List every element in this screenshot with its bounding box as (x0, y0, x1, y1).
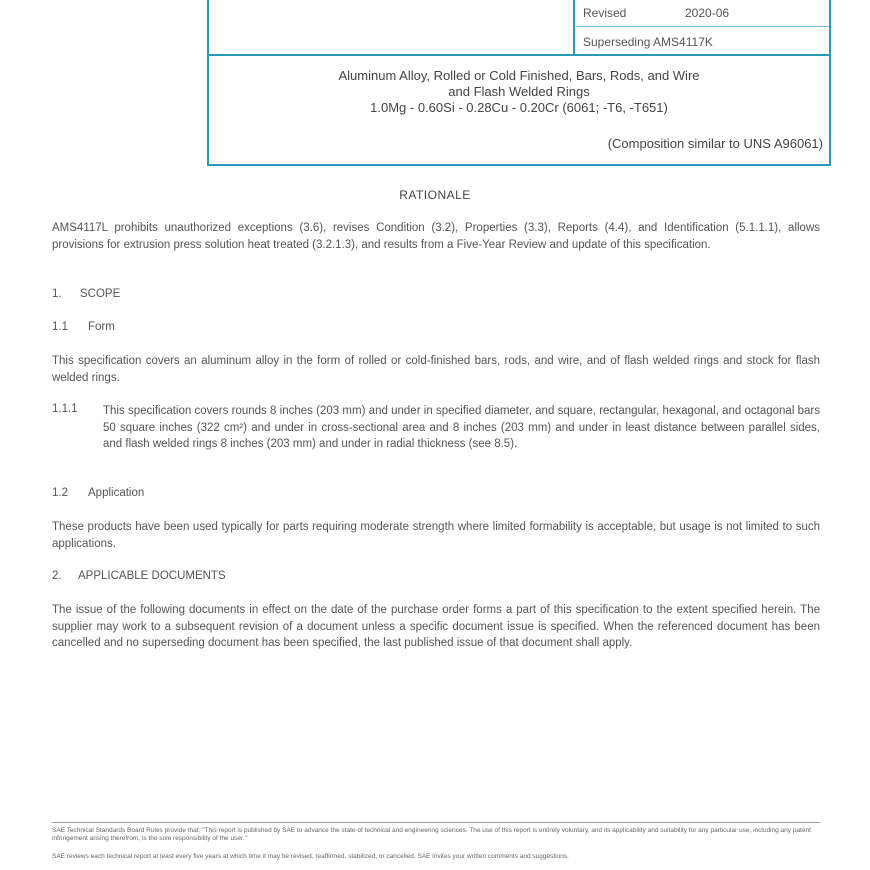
rationale-text: AMS4117L prohibits unauthorized exceptions (3.6), revises Condition (3.2), Properties (3.3), Reports (4.4), and Identification (5.1.1.1), allows provisions for extrusion press solution heat treated (3.2.1.3), and results from a Five-Year Review and update of this specification. (52, 222, 820, 251)
spec-title (209, 68, 829, 116)
section-2-title: APPLICABLE DOCUMENTS (78, 570, 226, 582)
section-1-1-1-number: 1.1.1 (52, 403, 78, 415)
footer-disclaimer: SAE Technical Standards Board Rules provide that: "This report is published by SAE to advance the state of technical and engineering sciences. The use of this report is entirely voluntary, and its applicability and suitability for any particular use, including any patent infringement arising therefrom, is the sole responsibility of the user." (52, 827, 811, 842)
spec-title-line-2: and Flash Welded Rings (448, 84, 590, 99)
section-1-1-text: This specification covers an aluminum alloy in the form of rolled or cold-finished bars, rods, and wire, and of flash welded rings and stock for flash welded rings. (52, 355, 820, 384)
section-1-2-text: These products have been used typically for parts requiring moderate strength where limited formability is acceptable, but usage is not limited to such applications. (52, 521, 820, 550)
header-box (207, 0, 831, 166)
section-1-2-title: Application (88, 487, 145, 499)
section-1-1-number: 1.1 (52, 321, 68, 333)
section-1-title: SCOPE (80, 288, 121, 300)
spec-title-line-1: Aluminum Alloy, Rolled or Cold Finished, Bars, Rods, and Wire (338, 68, 700, 83)
footer-review-note: SAE reviews each technical report at least every five years at which time it may be revised, reaffirmed, stabilized, or cancelled. SAE invites your written comments and suggestions. (52, 853, 569, 860)
composition-note: (Composition similar to UNS A96061) (607, 136, 823, 151)
section-1-1-1-text: This specification covers rounds 8 inches (203 mm) and under in specified diameter, and square, rectangular, hexagonal, and octagonal bars 50 square inches (322 cm²) and under in cross-sectional area and 8 inches (203 mm) and under in least distance between parallel sides, and flash welded rings 8 inches (203 mm) and under in radial thickness (see 8.5). (103, 405, 820, 450)
section-1-number: 1. (52, 288, 62, 300)
section-1-2-number: 1.2 (52, 487, 68, 499)
section-1-1-title: Form (88, 321, 115, 333)
rationale-heading: RATIONALE (399, 188, 471, 202)
spec-title-line-3: 1.0Mg - 0.60Si - 0.28Cu - 0.20Cr (6061; -T6, -T651) (370, 100, 668, 115)
footer-divider (52, 822, 820, 823)
section-2-text: The issue of the following documents in effect on the date of the purchase order forms a part of this specification to the extent specified herein. The supplier may work to a subsequent revision of a document unless a specific document issue is specified. When the referenced document has been cancelled and no superseding document has been specified, the last published issue of that document shall apply. (52, 604, 820, 649)
superseding-note: Superseding AMS4117K (583, 35, 713, 49)
header-info-grid (209, 0, 829, 56)
revised-date: 2020-06 (685, 6, 730, 20)
revised-label: Revised (583, 6, 627, 20)
section-2-number: 2. (52, 570, 62, 582)
header-divider-horizontal (575, 26, 829, 27)
header-divider-vertical (573, 0, 575, 54)
